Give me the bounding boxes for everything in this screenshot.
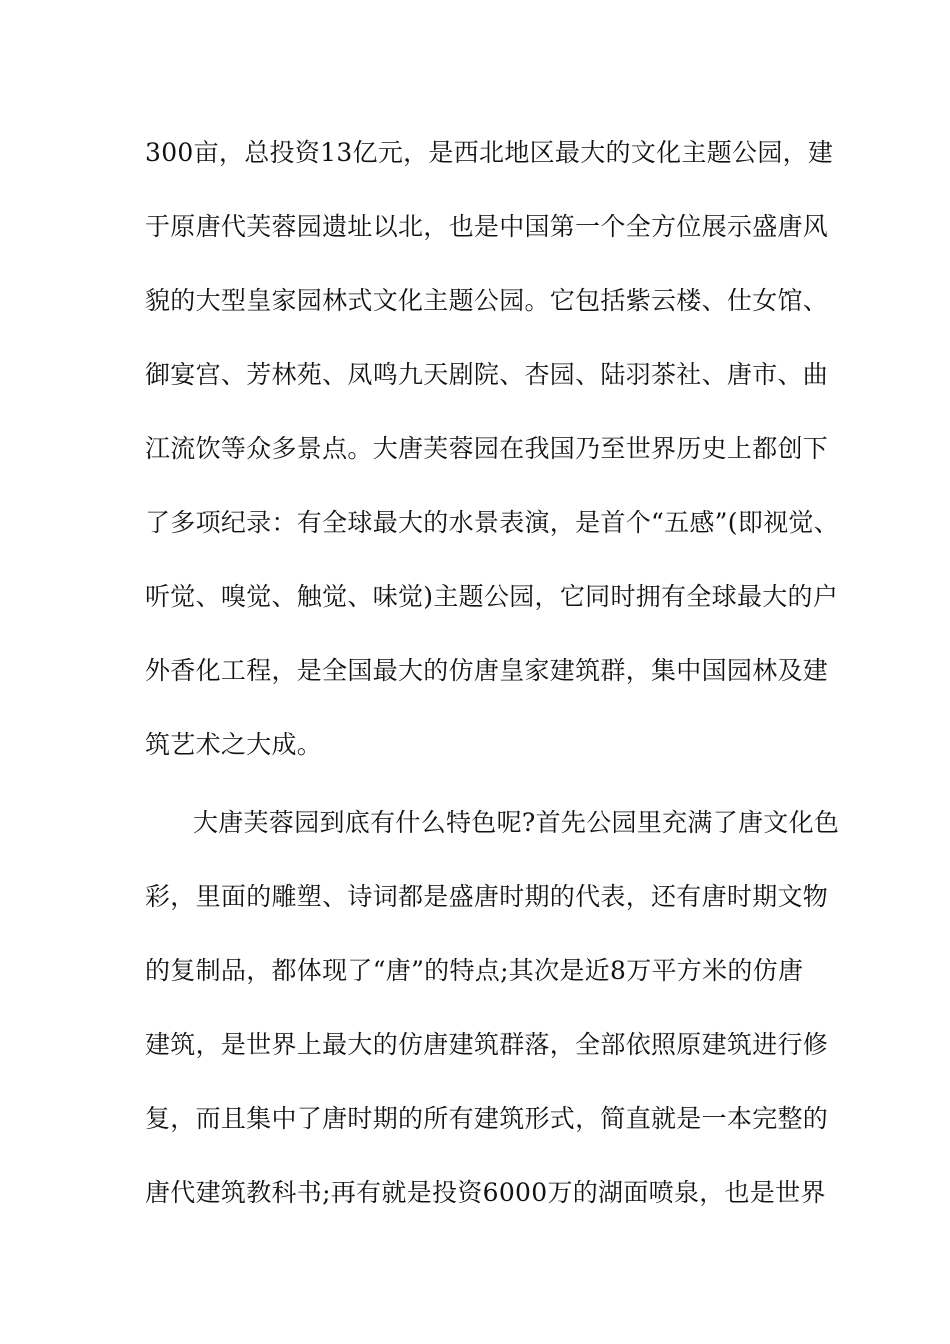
paragraph-first-line: 大唐芙蓉园到底有什么特色呢?首先公园里充满了唐文化色 bbox=[193, 808, 840, 837]
text-line: 建筑，是世界上最大的仿唐建筑群落，全部依照原建筑进行修 bbox=[145, 1030, 829, 1059]
text-line: 筑艺术之大成。 bbox=[145, 730, 323, 759]
text-line: 复，而且集中了唐时期的所有建筑形式，简直就是一本完整的 bbox=[145, 1104, 829, 1133]
text-line: 的复制品，都体现了“唐”的特点;其次是近8万平方米的仿唐 bbox=[145, 956, 804, 985]
text-line: 外香化工程，是全国最大的仿唐皇家建筑群，集中国园林及建 bbox=[145, 656, 829, 685]
text-line: 唐代建筑教科书;再有就是投资6000万的湖面喷泉，也是世界 bbox=[145, 1178, 826, 1207]
text-line: 于原唐代芙蓉园遗址以北，也是中国第一个全方位展示盛唐风 bbox=[145, 212, 829, 241]
text-line: 御宴宫、芳林苑、凤鸣九天剧院、杏园、陆羽茶社、唐市、曲 bbox=[145, 360, 829, 389]
text-line: 了多项纪录：有全球最大的水景表演，是首个“五感”(即视觉、 bbox=[145, 508, 840, 537]
text-line: 貌的大型皇家园林式文化主题公园。它包括紫云楼、仕女馆、 bbox=[145, 286, 829, 315]
text-line: 听觉、嗅觉、触觉、味觉)主题公园，它同时拥有全球最大的户 bbox=[145, 582, 839, 611]
text-line: 300亩，总投资13亿元，是西北地区最大的文化主题公园，建 bbox=[145, 138, 834, 167]
text-line: 江流饮等众多景点。大唐芙蓉园在我国乃至世界历史上都创下 bbox=[145, 434, 829, 463]
text-line: 彩，里面的雕塑、诗词都是盛唐时期的代表，还有唐时期文物 bbox=[145, 882, 829, 911]
